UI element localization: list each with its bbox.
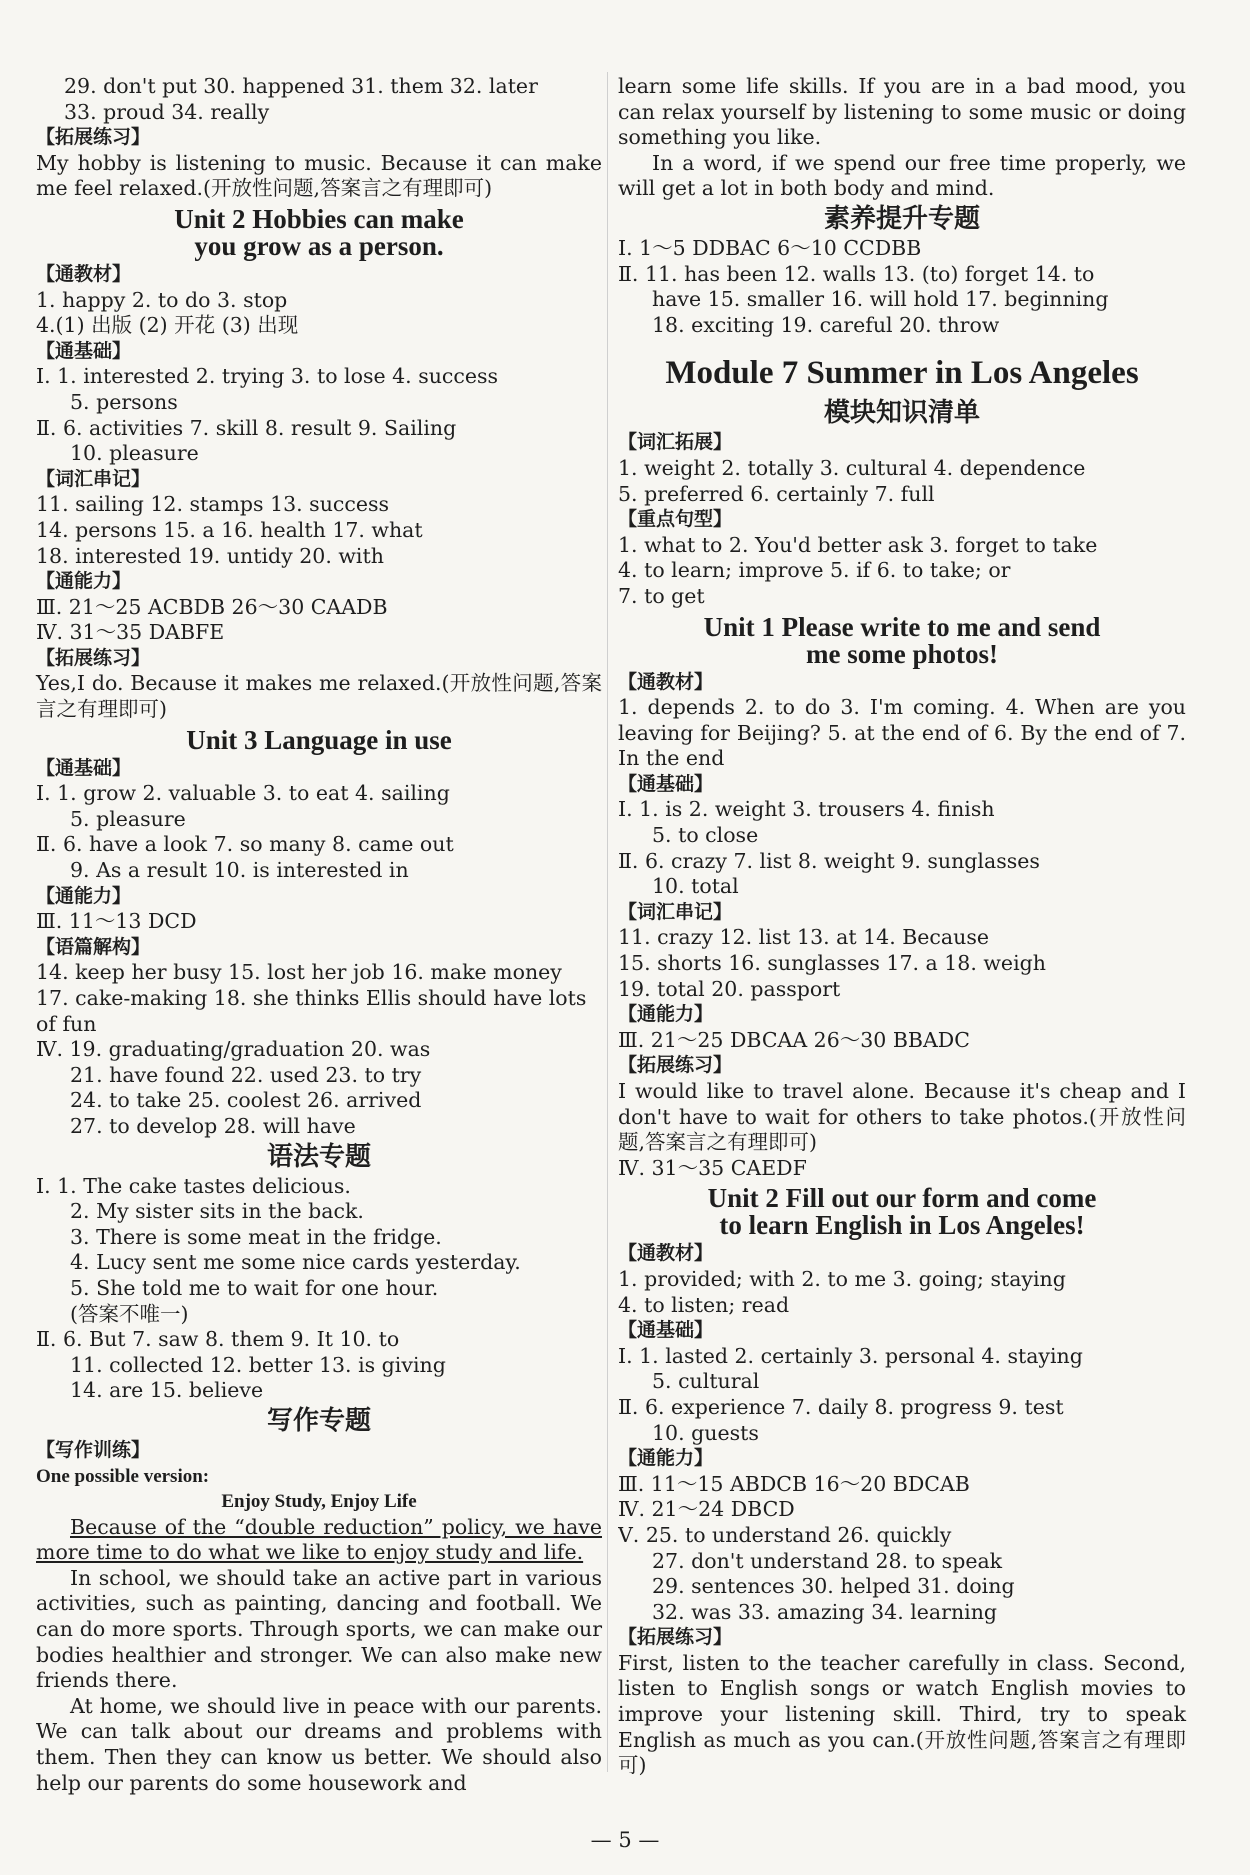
column-divider (607, 72, 608, 1772)
answer-line: have 15. smaller 16. will hold 17. beginning (652, 287, 1109, 312)
section-heading: 【通教材】 (618, 670, 714, 693)
module-subtitle: 模块知识清单 (823, 398, 980, 429)
section-heading: 【拓展练习】 (36, 126, 151, 149)
answer-line: 10. pleasure (70, 441, 199, 466)
answer-line: 18. exciting 19. careful 20. throw (652, 312, 1000, 337)
answer-line: 4. to listen; read (618, 1292, 790, 1317)
section-heading: 【通能力】 (618, 1447, 714, 1470)
section-heading: 【通基础】 (36, 756, 132, 779)
answer-line: 1. what to 2. You'd better ask 3. forget to take (618, 532, 1098, 557)
answer-line: Ⅲ. 21～25 DBCAA 26～30 BBADC (618, 1027, 970, 1052)
answer-line: 5. persons (70, 389, 178, 414)
answer-line: 2. My sister sits in the back. (70, 1199, 364, 1224)
answer-line: 21. have found 22. used 23. to try (70, 1062, 422, 1087)
answer-line: Ⅰ. 1. The cake tastes delicious. (36, 1173, 351, 1198)
section-heading: 【拓展练习】 (36, 646, 151, 669)
unit-title: Unit 1 Please write to me and send me some photos! (703, 611, 1101, 669)
section-heading: 【词汇拓展】 (618, 431, 733, 454)
answer-line: 11. collected 12. better 13. is giving (70, 1352, 446, 1377)
section-heading: 【词汇串记】 (36, 467, 151, 490)
answer-line: Ⅱ. 6. But 7. saw 8. them 9. It 10. to (36, 1327, 400, 1352)
answer-line: 24. to take 25. coolest 26. arrived (70, 1088, 422, 1113)
answer-line: Ⅰ. 1～5 DDBAC 6～10 CCDBB (618, 235, 922, 260)
left-column (36, 74, 602, 1796)
answer-line: 9. As a result 10. is interested in (70, 858, 409, 883)
section-heading: 【通基础】 (618, 1319, 714, 1342)
answer-line: Ⅱ. 11. has been 12. walls 13. (to) forget 14. to (618, 261, 1095, 286)
section-heading: 【词汇串记】 (618, 900, 733, 923)
answer-line: 14. persons 15. a 16. health 17. what (36, 517, 423, 542)
answer-line: 5. She told me to wait for one hour. (70, 1275, 439, 1300)
section-heading: 【拓展练习】 (618, 1054, 733, 1077)
answer-line: Ⅰ. 1. grow 2. valuable 3. to eat 4. sailing (36, 781, 450, 806)
essay-paragraph: In school, we should take an active part in various activities, such as painting, dancing and football. We can do more sports. Through sports, we can make our bodies healthier and stronger. We can also make new friends there. (36, 1565, 602, 1693)
unit-title: Unit 2 Fill out our form and come to learn English in Los Angeles! (707, 1183, 1097, 1241)
answer-line: 33. proud 34. really (64, 99, 270, 124)
answer-line: 10. guests (652, 1420, 759, 1445)
answer-line: 15. shorts 16. sunglasses 17. a 18. weigh (618, 951, 1046, 976)
answer-line: Ⅳ. 31～35 DABFE (36, 620, 225, 645)
section-heading: 【通能力】 (618, 1003, 714, 1026)
answer-paragraph: My hobby is listening to music. Because it can make me feel relaxed.(开放性问题,答案言之有理即可) (36, 150, 602, 201)
answer-line: Ⅳ. 19. graduating/graduation 20. was (36, 1037, 431, 1062)
answer-line: 29. don't put 30. happened 31. them 32. later (64, 74, 538, 98)
answer-line: 4. Lucy sent me some nice cards yesterday. (70, 1250, 521, 1275)
answer-line: Ⅰ. 1. interested 2. trying 3. to lose 4. success (36, 364, 499, 389)
essay-paragraph: At home, we should live in peace with our parents. We can talk about our dreams and problems with them. Then they can know us better. We should also help our parents do some housework and (36, 1693, 602, 1795)
answer-line: Ⅲ. 11～13 DCD (36, 909, 197, 934)
special-topic-title: 素养提升专题 (823, 203, 980, 234)
answer-paragraph: First, listen to the teacher carefully in class. Second, listen to English songs or watch English movies to improve your listening skill. Third, try to speak English as much as you can.(开放性问题,答案言之有理即可) (618, 1650, 1186, 1778)
answer-line: Ⅱ. 6. experience 7. daily 8. progress 9. test (618, 1394, 1064, 1419)
answer-line: 11. sailing 12. stamps 13. success (36, 492, 390, 517)
answer-line: 10. total (652, 874, 739, 899)
essay-paragraph: learn some life skills. If you are in a bad mood, you can relax yourself by listening to some music or doing something you like. (618, 74, 1186, 150)
essay-paragraph: Because of the “double reduction” policy, we have more time to do what we like to enjoy study and life. (36, 1514, 602, 1565)
answer-line: 18. interested 19. untidy 20. with (36, 543, 384, 568)
special-topic-title: 写作专题 (266, 1405, 371, 1436)
answer-line: Ⅰ. 1. lasted 2. certainly 3. personal 4. staying (618, 1343, 1083, 1368)
answer-line: 14. keep her busy 15. lost her job 16. make money (36, 960, 562, 985)
answer-line: Ⅲ. 21～25 ACBDB 26～30 CAADB (36, 594, 388, 619)
answer-line: 4. to learn; improve 5. if 6. to take; or (618, 558, 1011, 583)
answer-line: 4.(1) 出版 (2) 开花 (3) 出现 (36, 313, 299, 338)
answer-line: 1. provided; with 2. to me 3. going; staying (618, 1266, 1066, 1291)
answer-line: Ⅱ. 6. have a look 7. so many 8. came out (36, 832, 454, 857)
special-topic-title: 语法专题 (266, 1141, 371, 1172)
answer-line: 14. are 15. believe (70, 1378, 264, 1403)
answer-paragraph: 1. depends 2. to do 3. I'm coming. 4. When are you leaving for Beijing? 5. at the end of 6. By the end of 7. In the end (618, 695, 1186, 771)
module-title: Module 7 Summer in Los Angeles (665, 355, 1139, 392)
section-heading: 【重点句型】 (618, 508, 733, 531)
answer-line: Ⅳ. 21～24 DBCD (618, 1497, 795, 1522)
answer-line: 1. weight 2. totally 3. cultural 4. dependence (618, 455, 1086, 480)
answer-line: Ⅳ. 31～35 CAEDF (618, 1155, 807, 1180)
right-column (618, 74, 1186, 1779)
essay-heading: One possible version: (36, 1465, 210, 1487)
answer-line: 5. to close (652, 823, 759, 848)
answer-line: (答案不唯一) (70, 1301, 189, 1326)
answer-line: of fun (36, 1011, 97, 1036)
section-heading: 【写作训练】 (36, 1438, 151, 1461)
essay-paragraph: In a word, if we spend our free time properly, we will get a lot in both body and mind. (618, 150, 1186, 201)
section-heading: 【通教材】 (36, 262, 132, 285)
answer-line: 7. to get (618, 583, 705, 608)
answer-line: Ⅰ. 1. is 2. weight 3. trousers 4. finish (618, 797, 995, 822)
answer-line: 3. There is some meat in the fridge. (70, 1224, 442, 1249)
answer-line: Ⅲ. 11～15 ABDCB 16～20 BDCAB (618, 1471, 970, 1496)
answer-line: 29. sentences 30. helped 31. doing (652, 1574, 1015, 1599)
answer-line: Ⅱ. 6. crazy 7. list 8. weight 9. sunglasses (618, 848, 1040, 873)
section-heading: 【拓展练习】 (618, 1626, 733, 1649)
page-number: — 5 — (590, 1828, 660, 1852)
answer-paragraph: Yes,I do. Because it makes me relaxed.(开放性问题,答案言之有理即可) (36, 671, 602, 722)
unit-title: Unit 3 Language in use (186, 724, 452, 755)
unit-title: Unit 2 Hobbies can make you grow as a person. (174, 203, 464, 261)
section-heading: 【语篇解构】 (36, 935, 151, 958)
section-heading: 【通能力】 (36, 570, 132, 593)
answer-line: 19. total 20. passport (618, 976, 841, 1001)
answer-line: 1. happy 2. to do 3. stop (36, 287, 288, 312)
answer-paragraph: I would like to travel alone. Because it's cheap and I don't have to wait for others to take photos.(开放性问题,答案言之有理即可) (618, 1079, 1186, 1155)
answer-line: Ⅴ. 25. to understand 26. quickly (618, 1522, 952, 1547)
section-heading: 【通基础】 (36, 339, 132, 362)
section-heading: 【通教材】 (618, 1242, 714, 1265)
answer-line: 5. pleasure (70, 806, 186, 831)
answer-line: 17. cake-making 18. she thinks Ellis should have lots (36, 986, 587, 1010)
answer-line: 32. was 33. amazing 34. learning (652, 1599, 998, 1624)
answer-line: 27. don't understand 28. to speak (652, 1548, 1003, 1573)
answer-line: 5. preferred 6. certainly 7. full (618, 481, 935, 506)
essay-title: Enjoy Study, Enjoy Life (221, 1491, 417, 1513)
section-heading: 【通能力】 (36, 884, 132, 907)
answer-line: 27. to develop 28. will have (70, 1113, 356, 1138)
answer-line: Ⅱ. 6. activities 7. skill 8. result 9. Sailing (36, 415, 457, 440)
answer-line: 11. crazy 12. list 13. at 14. Because (618, 925, 989, 950)
section-heading: 【通基础】 (618, 772, 714, 795)
answer-line: 5. cultural (652, 1369, 760, 1394)
